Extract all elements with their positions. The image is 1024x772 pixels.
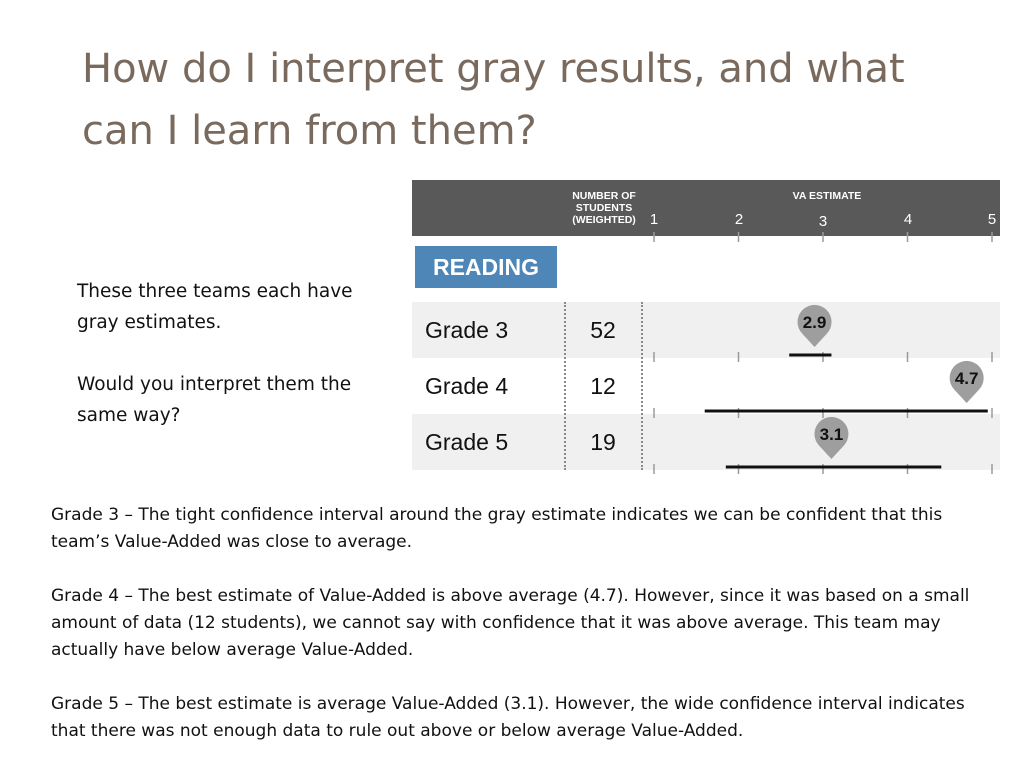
- estimate-label: 3.1: [819, 425, 844, 444]
- scale-tick-label: 2: [734, 211, 744, 228]
- student-count: 52: [590, 317, 616, 343]
- grade-label: Grade 4: [425, 373, 509, 399]
- estimate-label: 2.9: [802, 313, 827, 332]
- explanation-text: [51, 502, 981, 772]
- explanation-grade-3: Grade 3 – The tight confidence interval around the gray estimate indicates we can be confident that this team’s Value-Added was close to average.: [51, 505, 943, 552]
- subject-badge: READING: [415, 246, 557, 288]
- slide-title: How do I interpret gray results, and what can I learn from them?: [82, 46, 905, 154]
- va-estimate-plot: [412, 180, 1000, 475]
- student-count: 12: [590, 373, 616, 399]
- scale-tick-label: 1: [649, 211, 659, 228]
- scale-tick-label: 4: [903, 211, 913, 228]
- estimate-column-header: VA ESTIMATE: [792, 190, 862, 202]
- va-estimate-table: [412, 180, 1000, 475]
- sidebar-line-1: These three teams each have gray estimates.: [77, 281, 353, 333]
- scale-tick-label: 3: [818, 213, 828, 230]
- explanation-grade-5: Grade 5 – The best estimate is average Value-Added (3.1). However, the wide confidence interval indicates that there was not enough data to rule out above or below average Value-Added.: [51, 694, 965, 741]
- grade-label: Grade 5: [425, 429, 509, 455]
- student-count: 19: [590, 429, 616, 455]
- explanation-grade-4: Grade 4 – The best estimate of Value-Added is above average (4.7). However, since it was based on a small amount of data (12 students), we cannot say with confidence that it was above average. This team may actually have below average Value-Added.: [51, 586, 970, 660]
- scale-tick-label: 5: [987, 211, 997, 228]
- estimate-label: 4.7: [954, 369, 979, 388]
- sidebar-text: [77, 276, 397, 431]
- students-column-header: NUMBER OF STUDENTS (WEIGHTED): [572, 190, 636, 226]
- sidebar-line-2: Would you interpret them the same way?: [77, 374, 352, 426]
- grade-label: Grade 3: [425, 317, 509, 343]
